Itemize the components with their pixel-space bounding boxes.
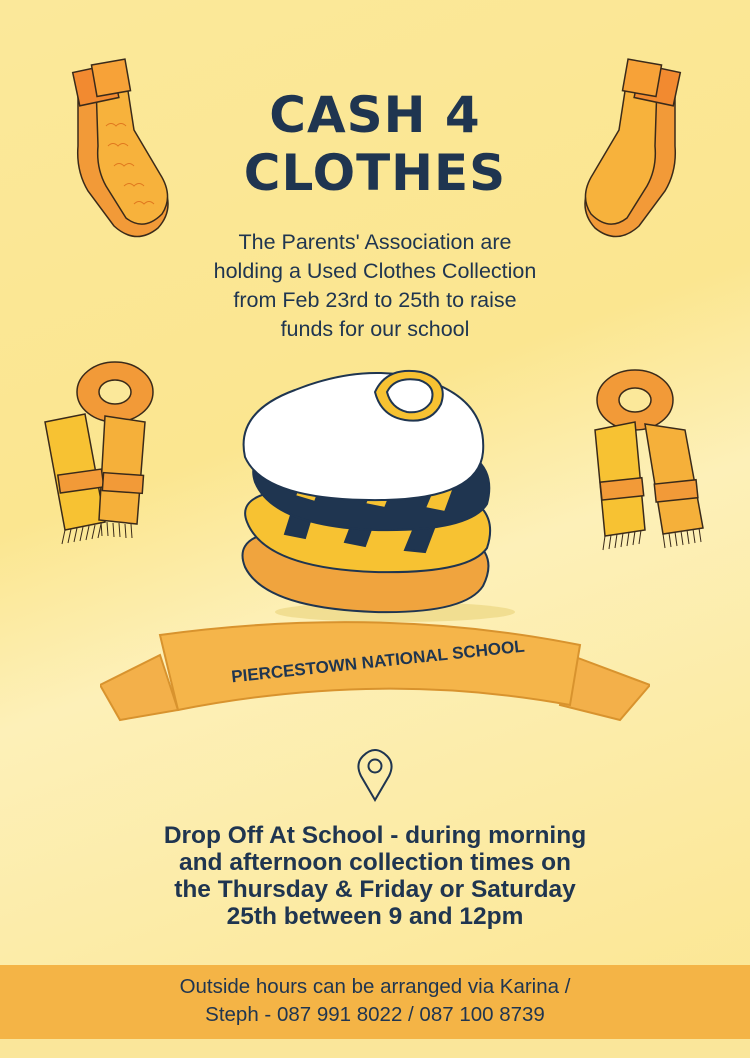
- intro-line-4: funds for our school: [280, 317, 470, 341]
- dropoff-line-2: and afternoon collection times on: [178, 849, 572, 876]
- scarf-icon-right: [575, 360, 725, 555]
- dropoff-line-3: the Thursday & Friday or Saturday: [174, 876, 576, 903]
- school-name-text: PIERCESTOWN NATIONAL SCHOOL: [230, 636, 526, 687]
- title-line-1: CASH 4: [269, 86, 481, 144]
- location-pin-icon: [355, 748, 395, 803]
- dropoff-text: [100, 822, 650, 930]
- intro-line-1: The Parents' Association are: [238, 230, 512, 254]
- bottom-strip: [0, 1039, 750, 1058]
- footer-text: [0, 973, 750, 1029]
- intro-line-2: holding a Used Clothes Collection: [213, 259, 537, 283]
- page-title: [0, 86, 750, 202]
- dropoff-line-1: Drop Off At School - during morning: [163, 822, 587, 849]
- scarf-icon-left: [25, 352, 175, 547]
- dropoff-line-4: 25th between 9 and 12pm: [226, 903, 524, 930]
- footer-line-1: Outside hours can be arranged via Karina /: [179, 975, 571, 998]
- intro-line-3: from Feb 23rd to 25th to raise: [233, 288, 517, 312]
- intro-text: [150, 228, 600, 344]
- title-line-2: CLOTHES: [243, 144, 507, 202]
- footer-line-2: Steph - 087 991 8022 / 087 100 8739: [205, 1003, 545, 1026]
- folded-clothes-icon: [225, 362, 525, 627]
